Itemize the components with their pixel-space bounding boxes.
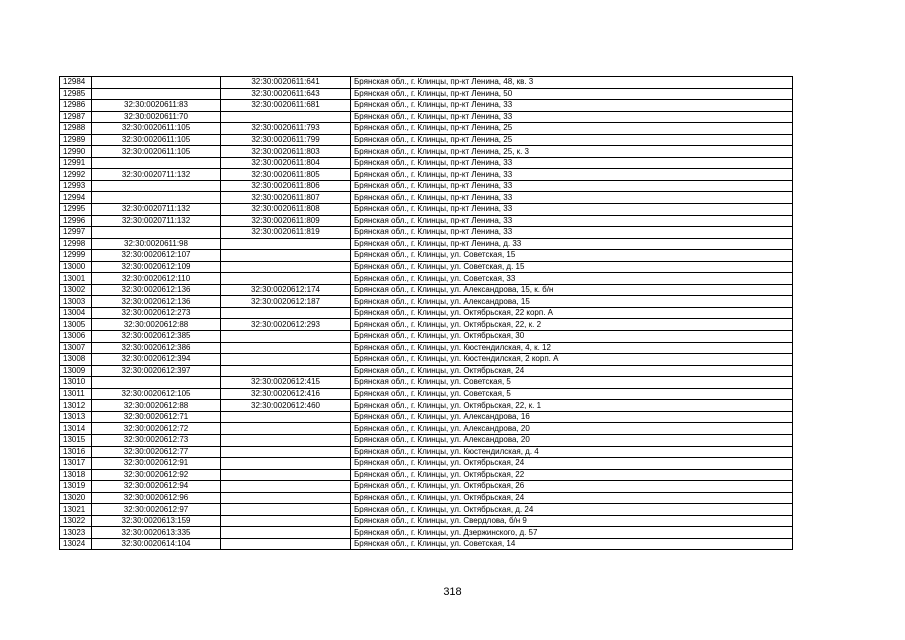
cadastral-number-object-cell: 32:30:0020612:293 bbox=[221, 319, 351, 331]
cadastral-number-land-cell: 32:30:0020611:105 bbox=[92, 134, 221, 146]
table-row bbox=[60, 261, 793, 273]
row-number-cell: 13001 bbox=[60, 273, 92, 285]
registry-table bbox=[59, 76, 793, 550]
cadastral-number-land-cell: 32:30:0020612:88 bbox=[92, 400, 221, 412]
address-cell: Брянская обл., г. Клинцы, ул. Советская, 33 bbox=[351, 273, 793, 285]
address-cell: Брянская обл., г. Клинцы, пр-кт Ленина, 25, к. 3 bbox=[351, 146, 793, 158]
address-cell: Брянская обл., г. Клинцы, ул. Александрова, 16 bbox=[351, 411, 793, 423]
cadastral-number-object-cell: 32:30:0020611:805 bbox=[221, 169, 351, 181]
row-number-cell: 13006 bbox=[60, 331, 92, 343]
row-number-cell: 13021 bbox=[60, 504, 92, 516]
cadastral-number-land-cell: 32:30:0020711:132 bbox=[92, 215, 221, 227]
address-cell: Брянская обл., г. Клинцы, пр-кт Ленина, 33 bbox=[351, 192, 793, 204]
address-cell: Брянская обл., г. Клинцы, ул. Советская, 5 bbox=[351, 388, 793, 400]
cadastral-number-object-cell: 32:30:0020612:187 bbox=[221, 296, 351, 308]
address-cell: Брянская обл., г. Клинцы, ул. Свердлова, б/н 9 bbox=[351, 515, 793, 527]
cadastral-number-land-cell: 32:30:0020612:96 bbox=[92, 492, 221, 504]
table-row bbox=[60, 342, 793, 354]
table-row bbox=[60, 354, 793, 366]
cadastral-number-land-cell bbox=[92, 88, 221, 100]
table-row bbox=[60, 469, 793, 481]
cadastral-number-land-cell: 32:30:0020611:105 bbox=[92, 146, 221, 158]
address-cell: Брянская обл., г. Клинцы, ул. Александрова, 20 bbox=[351, 434, 793, 446]
table-row bbox=[60, 307, 793, 319]
cadastral-number-object-cell bbox=[221, 411, 351, 423]
table-row bbox=[60, 492, 793, 504]
cadastral-number-land-cell: 32:30:0020611:70 bbox=[92, 111, 221, 123]
address-cell: Брянская обл., г. Клинцы, ул. Октябрьская, 22 корп. А bbox=[351, 307, 793, 319]
row-number-cell: 13000 bbox=[60, 261, 92, 273]
table-row bbox=[60, 111, 793, 123]
cadastral-number-land-cell: 32:30:0020611:98 bbox=[92, 238, 221, 250]
cadastral-number-object-cell bbox=[221, 446, 351, 458]
table-row bbox=[60, 123, 793, 135]
cadastral-number-object-cell bbox=[221, 504, 351, 516]
address-cell: Брянская обл., г. Клинцы, ул. Советская, д. 15 bbox=[351, 261, 793, 273]
address-cell: Брянская обл., г. Клинцы, пр-кт Ленина, д. 33 bbox=[351, 238, 793, 250]
cadastral-number-object-cell: 32:30:0020612:174 bbox=[221, 284, 351, 296]
cadastral-number-land-cell: 32:30:0020612:72 bbox=[92, 423, 221, 435]
row-number-cell: 13024 bbox=[60, 538, 92, 550]
cadastral-number-object-cell bbox=[221, 481, 351, 493]
cadastral-number-land-cell: 32:30:0020612:88 bbox=[92, 319, 221, 331]
cadastral-number-object-cell: 32:30:0020611:793 bbox=[221, 123, 351, 135]
row-number-cell: 13008 bbox=[60, 354, 92, 366]
cadastral-number-object-cell bbox=[221, 354, 351, 366]
row-number-cell: 12996 bbox=[60, 215, 92, 227]
cadastral-number-object-cell bbox=[221, 538, 351, 550]
address-cell: Брянская обл., г. Клинцы, ул. Александрова, 15 bbox=[351, 296, 793, 308]
cadastral-number-object-cell: 32:30:0020611:803 bbox=[221, 146, 351, 158]
cadastral-number-object-cell: 32:30:0020611:681 bbox=[221, 100, 351, 112]
address-cell: Брянская обл., г. Клинцы, ул. Октябрьская, 26 bbox=[351, 481, 793, 493]
address-cell: Брянская обл., г. Клинцы, пр-кт Ленина, 33 bbox=[351, 215, 793, 227]
address-cell: Брянская обл., г. Клинцы, пр-кт Ленина, 33 bbox=[351, 169, 793, 181]
cadastral-number-object-cell: 32:30:0020611:799 bbox=[221, 134, 351, 146]
cadastral-number-object-cell bbox=[221, 469, 351, 481]
table-row bbox=[60, 169, 793, 181]
cadastral-number-object-cell bbox=[221, 273, 351, 285]
cadastral-number-land-cell bbox=[92, 192, 221, 204]
row-number-cell: 13014 bbox=[60, 423, 92, 435]
cadastral-number-land-cell: 32:30:0020612:136 bbox=[92, 284, 221, 296]
cadastral-number-land-cell: 32:30:0020612:77 bbox=[92, 446, 221, 458]
table-row bbox=[60, 215, 793, 227]
cadastral-number-object-cell: 32:30:0020611:643 bbox=[221, 88, 351, 100]
row-number-cell: 12994 bbox=[60, 192, 92, 204]
table-row bbox=[60, 157, 793, 169]
table-row bbox=[60, 458, 793, 470]
cadastral-number-land-cell: 32:30:0020612:385 bbox=[92, 331, 221, 343]
table-row bbox=[60, 319, 793, 331]
cadastral-number-land-cell: 32:30:0020612:273 bbox=[92, 307, 221, 319]
row-number-cell: 13012 bbox=[60, 400, 92, 412]
cadastral-number-land-cell: 32:30:0020612:73 bbox=[92, 434, 221, 446]
table-row bbox=[60, 250, 793, 262]
row-number-cell: 13004 bbox=[60, 307, 92, 319]
cadastral-number-land-cell: 32:30:0020711:132 bbox=[92, 169, 221, 181]
cadastral-number-land-cell: 32:30:0020613:159 bbox=[92, 515, 221, 527]
cadastral-number-object-cell bbox=[221, 492, 351, 504]
cadastral-number-land-cell: 32:30:0020612:109 bbox=[92, 261, 221, 273]
cadastral-number-object-cell: 32:30:0020611:809 bbox=[221, 215, 351, 227]
cadastral-number-object-cell bbox=[221, 423, 351, 435]
cadastral-number-land-cell: 32:30:0020614:104 bbox=[92, 538, 221, 550]
table-row bbox=[60, 227, 793, 239]
row-number-cell: 13015 bbox=[60, 434, 92, 446]
row-number-cell: 12984 bbox=[60, 77, 92, 89]
table-row bbox=[60, 527, 793, 539]
cadastral-number-land-cell: 32:30:0020612:105 bbox=[92, 388, 221, 400]
row-number-cell: 12990 bbox=[60, 146, 92, 158]
row-number-cell: 12997 bbox=[60, 227, 92, 239]
cadastral-number-object-cell bbox=[221, 527, 351, 539]
address-cell: Брянская обл., г. Клинцы, пр-кт Ленина, 25 bbox=[351, 123, 793, 135]
row-number-cell: 13009 bbox=[60, 365, 92, 377]
cadastral-number-object-cell bbox=[221, 458, 351, 470]
table-row bbox=[60, 77, 793, 89]
row-number-cell: 12988 bbox=[60, 123, 92, 135]
cadastral-number-land-cell bbox=[92, 377, 221, 389]
cadastral-number-object-cell: 32:30:0020611:806 bbox=[221, 180, 351, 192]
cadastral-number-object-cell bbox=[221, 331, 351, 343]
row-number-cell: 13017 bbox=[60, 458, 92, 470]
table-row bbox=[60, 180, 793, 192]
address-cell: Брянская обл., г. Клинцы, ул. Кюстендилская, д. 4 bbox=[351, 446, 793, 458]
cadastral-number-object-cell: 32:30:0020611:804 bbox=[221, 157, 351, 169]
cadastral-number-object-cell bbox=[221, 261, 351, 273]
cadastral-number-land-cell: 32:30:0020611:83 bbox=[92, 100, 221, 112]
table-row bbox=[60, 146, 793, 158]
cadastral-number-object-cell bbox=[221, 515, 351, 527]
row-number-cell: 12989 bbox=[60, 134, 92, 146]
table-row bbox=[60, 273, 793, 285]
address-cell: Брянская обл., г. Клинцы, ул. Александрова, 20 bbox=[351, 423, 793, 435]
cadastral-number-land-cell bbox=[92, 227, 221, 239]
address-cell: Брянская обл., г. Клинцы, пр-кт Ленина, 33 bbox=[351, 111, 793, 123]
row-number-cell: 12999 bbox=[60, 250, 92, 262]
cadastral-number-land-cell: 32:30:0020612:397 bbox=[92, 365, 221, 377]
address-cell: Брянская обл., г. Клинцы, ул. Октябрьская, 22, к. 2 bbox=[351, 319, 793, 331]
cadastral-number-object-cell: 32:30:0020612:460 bbox=[221, 400, 351, 412]
table-row bbox=[60, 100, 793, 112]
table-row bbox=[60, 400, 793, 412]
cadastral-number-land-cell bbox=[92, 180, 221, 192]
address-cell: Брянская обл., г. Клинцы, пр-кт Ленина, 33 bbox=[351, 227, 793, 239]
address-cell: Брянская обл., г. Клинцы, ул. Советская, 14 bbox=[351, 538, 793, 550]
table-row bbox=[60, 504, 793, 516]
table-row bbox=[60, 331, 793, 343]
table-row bbox=[60, 515, 793, 527]
cadastral-number-object-cell: 32:30:0020611:641 bbox=[221, 77, 351, 89]
row-number-cell: 12993 bbox=[60, 180, 92, 192]
address-cell: Брянская обл., г. Клинцы, пр-кт Ленина, 33 bbox=[351, 204, 793, 216]
row-number-cell: 13011 bbox=[60, 388, 92, 400]
row-number-cell: 13003 bbox=[60, 296, 92, 308]
table-row bbox=[60, 204, 793, 216]
table-row bbox=[60, 388, 793, 400]
row-number-cell: 13023 bbox=[60, 527, 92, 539]
cadastral-number-object-cell: 32:30:0020611:808 bbox=[221, 204, 351, 216]
row-number-cell: 12995 bbox=[60, 204, 92, 216]
table-row bbox=[60, 377, 793, 389]
address-cell: Брянская обл., г. Клинцы, ул. Кюстендилская, 2 корп. А bbox=[351, 354, 793, 366]
address-cell: Брянская обл., г. Клинцы, ул. Октябрьская, 24 bbox=[351, 365, 793, 377]
address-cell: Брянская обл., г. Клинцы, пр-кт Ленина, 33 bbox=[351, 157, 793, 169]
cadastral-number-land-cell: 32:30:0020711:132 bbox=[92, 204, 221, 216]
table-row bbox=[60, 134, 793, 146]
cadastral-number-object-cell: 32:30:0020612:415 bbox=[221, 377, 351, 389]
cadastral-number-object-cell bbox=[221, 307, 351, 319]
row-number-cell: 13005 bbox=[60, 319, 92, 331]
row-number-cell: 12992 bbox=[60, 169, 92, 181]
cadastral-number-land-cell: 32:30:0020612:136 bbox=[92, 296, 221, 308]
address-cell: Брянская обл., г. Клинцы, пр-кт Ленина, 48, кв. 3 bbox=[351, 77, 793, 89]
cadastral-number-object-cell bbox=[221, 365, 351, 377]
row-number-cell: 12998 bbox=[60, 238, 92, 250]
cadastral-number-object-cell: 32:30:0020612:416 bbox=[221, 388, 351, 400]
table-row bbox=[60, 434, 793, 446]
cadastral-number-object-cell bbox=[221, 238, 351, 250]
table-row bbox=[60, 296, 793, 308]
address-cell: Брянская обл., г. Клинцы, ул. Октябрьская, 22 bbox=[351, 469, 793, 481]
registry-table-body bbox=[60, 77, 793, 550]
table-row bbox=[60, 481, 793, 493]
address-cell: Брянская обл., г. Клинцы, ул. Октябрьская, 24 bbox=[351, 458, 793, 470]
table-row bbox=[60, 365, 793, 377]
row-number-cell: 13002 bbox=[60, 284, 92, 296]
address-cell: Брянская обл., г. Клинцы, ул. Октябрьская, 30 bbox=[351, 331, 793, 343]
cadastral-number-object-cell bbox=[221, 342, 351, 354]
row-number-cell: 12985 bbox=[60, 88, 92, 100]
address-cell: Брянская обл., г. Клинцы, пр-кт Ленина, 33 bbox=[351, 100, 793, 112]
cadastral-number-land-cell: 32:30:0020612:110 bbox=[92, 273, 221, 285]
row-number-cell: 13013 bbox=[60, 411, 92, 423]
cadastral-number-object-cell bbox=[221, 111, 351, 123]
row-number-cell: 13020 bbox=[60, 492, 92, 504]
table-row bbox=[60, 238, 793, 250]
address-cell: Брянская обл., г. Клинцы, ул. Александрова, 15, к. б/н bbox=[351, 284, 793, 296]
cadastral-number-land-cell: 32:30:0020613:335 bbox=[92, 527, 221, 539]
address-cell: Брянская обл., г. Клинцы, ул. Октябрьская, д. 24 bbox=[351, 504, 793, 516]
address-cell: Брянская обл., г. Клинцы, пр-кт Ленина, 50 bbox=[351, 88, 793, 100]
cadastral-number-land-cell: 32:30:0020612:92 bbox=[92, 469, 221, 481]
row-number-cell: 13018 bbox=[60, 469, 92, 481]
address-cell: Брянская обл., г. Клинцы, пр-кт Ленина, 25 bbox=[351, 134, 793, 146]
table-row bbox=[60, 284, 793, 296]
cadastral-number-object-cell bbox=[221, 434, 351, 446]
table-row bbox=[60, 446, 793, 458]
row-number-cell: 13010 bbox=[60, 377, 92, 389]
cadastral-number-land-cell: 32:30:0020611:105 bbox=[92, 123, 221, 135]
row-number-cell: 12986 bbox=[60, 100, 92, 112]
cadastral-number-land-cell: 32:30:0020612:386 bbox=[92, 342, 221, 354]
cadastral-number-object-cell: 32:30:0020611:807 bbox=[221, 192, 351, 204]
row-number-cell: 13019 bbox=[60, 481, 92, 493]
row-number-cell: 13022 bbox=[60, 515, 92, 527]
cadastral-number-land-cell: 32:30:0020612:91 bbox=[92, 458, 221, 470]
table-row bbox=[60, 88, 793, 100]
row-number-cell: 12991 bbox=[60, 157, 92, 169]
address-cell: Брянская обл., г. Клинцы, ул. Дзержинского, д. 57 bbox=[351, 527, 793, 539]
address-cell: Брянская обл., г. Клинцы, ул. Октябрьская, 22, к. 1 bbox=[351, 400, 793, 412]
cadastral-number-land-cell bbox=[92, 157, 221, 169]
cadastral-number-land-cell: 32:30:0020612:94 bbox=[92, 481, 221, 493]
cadastral-number-land-cell bbox=[92, 77, 221, 89]
table-row bbox=[60, 423, 793, 435]
address-cell: Брянская обл., г. Клинцы, ул. Октябрьская, 24 bbox=[351, 492, 793, 504]
cadastral-number-land-cell: 32:30:0020612:71 bbox=[92, 411, 221, 423]
cadastral-number-land-cell: 32:30:0020612:97 bbox=[92, 504, 221, 516]
table-row bbox=[60, 411, 793, 423]
row-number-cell: 12987 bbox=[60, 111, 92, 123]
cadastral-number-object-cell: 32:30:0020611:819 bbox=[221, 227, 351, 239]
cadastral-number-object-cell bbox=[221, 250, 351, 262]
cadastral-number-land-cell: 32:30:0020612:107 bbox=[92, 250, 221, 262]
table-row bbox=[60, 538, 793, 550]
address-cell: Брянская обл., г. Клинцы, ул. Кюстендилская, 4, к. 12 bbox=[351, 342, 793, 354]
row-number-cell: 13016 bbox=[60, 446, 92, 458]
address-cell: Брянская обл., г. Клинцы, ул. Советская, 15 bbox=[351, 250, 793, 262]
page-number: 318 bbox=[443, 586, 462, 598]
address-cell: Брянская обл., г. Клинцы, ул. Советская, 5 bbox=[351, 377, 793, 389]
table-row bbox=[60, 192, 793, 204]
row-number-cell: 13007 bbox=[60, 342, 92, 354]
address-cell: Брянская обл., г. Клинцы, пр-кт Ленина, 33 bbox=[351, 180, 793, 192]
cadastral-number-land-cell: 32:30:0020612:394 bbox=[92, 354, 221, 366]
